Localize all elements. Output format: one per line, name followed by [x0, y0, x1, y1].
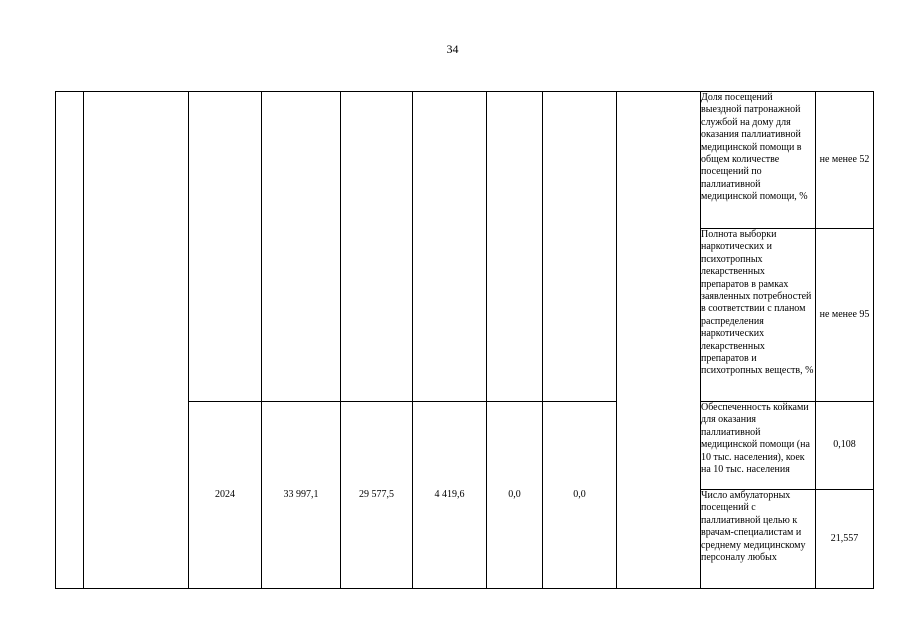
col6-amount: 0,0 — [543, 402, 617, 589]
col4-amount: 4 419,6 — [413, 402, 487, 589]
year-2024: 2024 — [189, 402, 262, 589]
cell-year-prev — [189, 92, 262, 402]
cell-col5-prev — [487, 92, 543, 402]
col3-amount: 29 577,5 — [341, 402, 413, 589]
cell-col3-prev — [341, 92, 413, 402]
cell-executor — [617, 92, 701, 589]
page-number: 34 — [446, 42, 459, 56]
indicator-name: Полнота выборки наркотических и психотропных лекарственных препаратов в рамках заявленных потребностей в соответствии с планом распределения наркотических лекарственных препаратов и психотропных веществ, % — [701, 229, 816, 402]
indicator-value: 0,108 — [816, 402, 874, 490]
cell-total-prev — [262, 92, 341, 402]
cell-col6-prev — [543, 92, 617, 402]
cell-number — [56, 92, 84, 589]
indicator-name: Число амбулаторных посещений с паллиативной целью к врачам-специалистам и среднему медицинскому персоналу любых — [701, 490, 816, 589]
cell-col4-prev — [413, 92, 487, 402]
indicator-value: не менее 95 — [816, 229, 874, 402]
cell-name — [84, 92, 189, 589]
indicator-value: 21,557 — [816, 490, 874, 589]
total-amount: 33 997,1 — [262, 402, 341, 589]
table-row — [56, 92, 874, 229]
program-table — [55, 91, 874, 589]
indicator-value: не менее 52 — [816, 92, 874, 229]
col5-amount: 0,0 — [487, 402, 543, 589]
indicator-name: Обеспеченность койками для оказания паллиативной медицинской помощи (на 10 тыс. населения), коек на 10 тыс. населения — [701, 402, 816, 490]
indicator-name: Доля посещений выездной патронажной службой на дому для оказания паллиативной медицинской помощи в общем количестве посещений по паллиативной медицинской помощи, % — [701, 92, 816, 229]
